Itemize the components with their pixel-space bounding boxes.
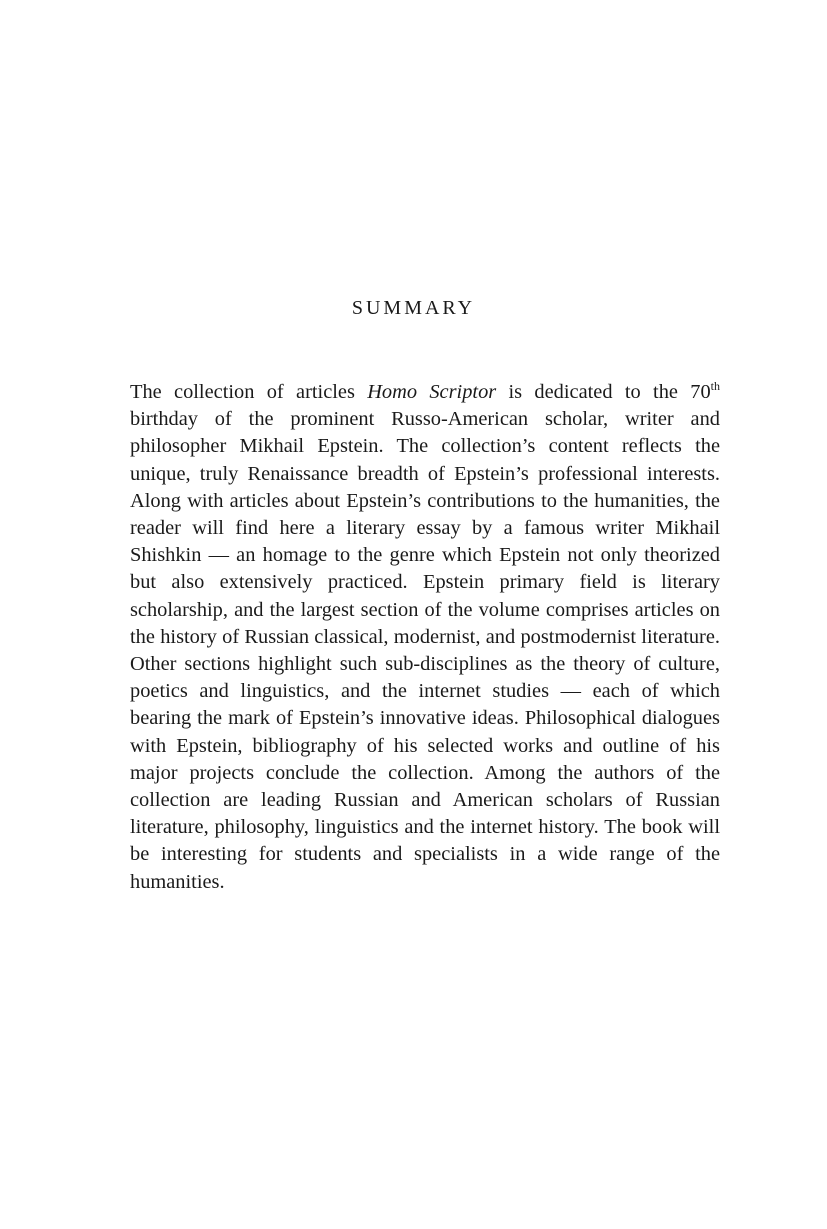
anniversary-number: 70	[690, 381, 711, 403]
summary-text-after-title: is dedicated to the	[496, 381, 691, 403]
book-title: Homo Scriptor	[367, 381, 497, 403]
section-heading: SUMMARY	[351, 297, 476, 319]
summary-lead-text: The collection of articles	[130, 381, 368, 403]
summary-body-text: birthday of the prominent Russo-American scholar, writer and philosopher Mikhail Epstein. The collection’s content reflects the unique, truly Renaissance breadth of Epstein’s professional interests. Along with articles about Epstein’s contributions to the humanities, the reader will find here a literary essay by a famous writer Mikhail Shishkin — an homage to the genre which Epstein not only theorized but also extensively practiced. Epstein primary field is literary scholarship, and the largest section of the volume comprises articles on the history of Russian classical, modernist, and postmodernist literature. Other sections highlight such sub-disciplines as the theory of culture, poetics and linguistics, and the internet studies — each of which bearing the mark of Epstein’s innovative ideas. Philosophical dialogues with Epstein, bibliography of his selected works and outline of his major projects conclude the collection. Among the authors of the collection are leading Russian and American scholars of Russian literature, philosophy, linguistics and the internet history. The book will be interesting for students and specialists in a wide range of the humanities.	[130, 408, 720, 893]
ordinal-suffix: th	[710, 379, 720, 393]
summary-paragraph	[130, 379, 720, 896]
